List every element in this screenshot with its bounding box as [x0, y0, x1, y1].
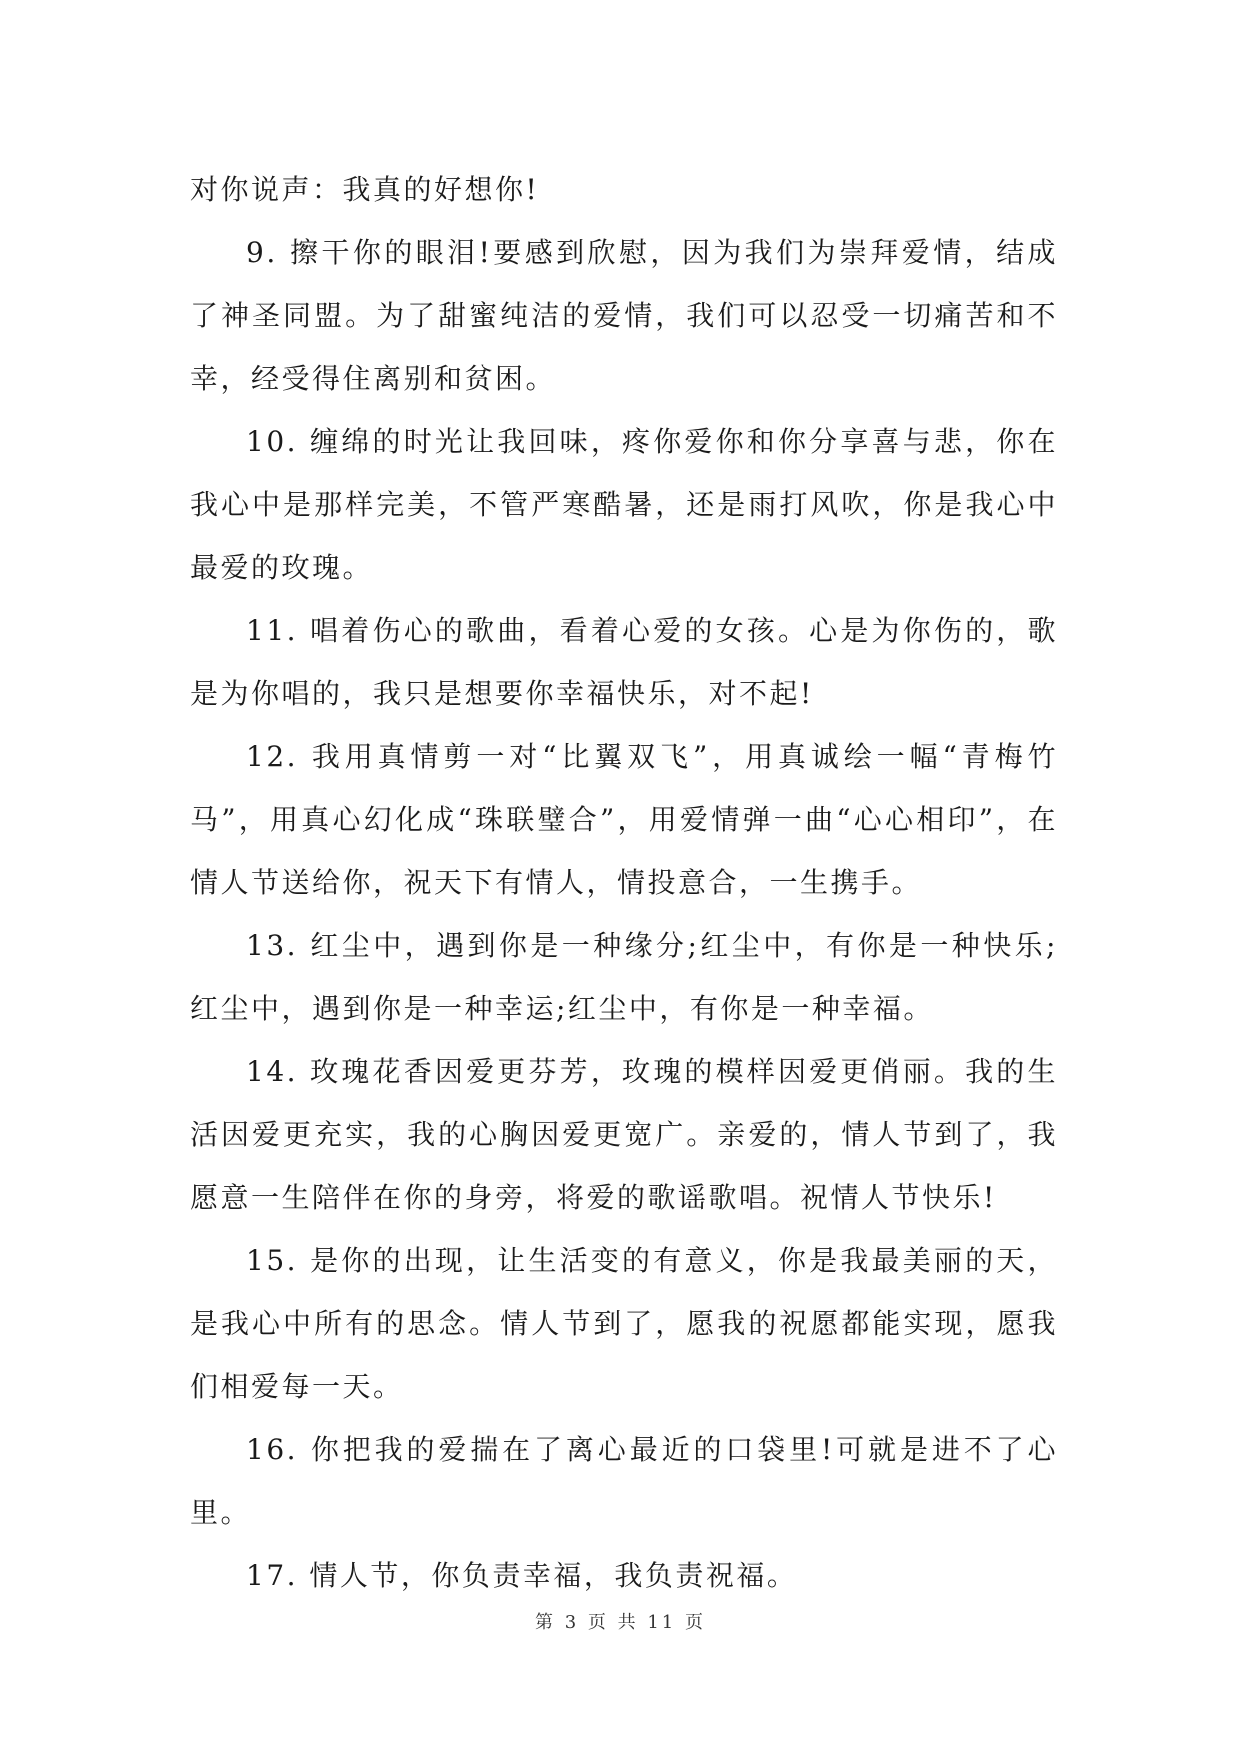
paragraph-item-10: 10. 缠绵的时光让我回味，疼你爱你和你分享喜与悲，你在我心中是那样完美，不管严寒酷暑，还是雨打风吹，你是我心中最爱的玫瑰。	[190, 425, 1058, 584]
page-footer	[0, 1608, 1241, 1634]
paragraph-item-12: 12. 我用真情剪一对“比翼双飞”，用真诚绘一幅“青梅竹马”，用真心幻化成“珠联璧合”，用爱情弹一曲“心心相印”，在情人节送给你，祝天下有情人，情投意合，一生携手。	[190, 740, 1058, 899]
paragraph-item-17: 17. 情人节，你负责幸福，我负责祝福。	[246, 1559, 798, 1592]
paragraph-item-14: 14. 玫瑰花香因爱更芬芳，玫瑰的模样因爱更俏丽。我的生活因爱更充实，我的心胸因爱更宽广。亲爱的，情人节到了，我愿意一生陪伴在你的身旁，将爱的歌谣歌唱。祝情人节快乐!	[190, 1055, 1058, 1214]
paragraph-item-9: 9. 擦干你的眼泪!要感到欣慰，因为我们为崇拜爱情，结成了神圣同盟。为了甜蜜纯洁的爱情，我们可以忍受一切痛苦和不幸，经受得住离别和贫困。	[190, 236, 1058, 395]
page-number-label: 第 3 页 共 11 页	[535, 1612, 706, 1633]
paragraph-item-15: 15. 是你的出现，让生活变的有意义，你是我最美丽的天，是我心中所有的思念。情人节到了，愿我的祝愿都能实现，愿我们相爱每一天。	[190, 1244, 1058, 1403]
document-body	[190, 158, 1058, 1607]
paragraph-continuation: 对你说声：我真的好想你!	[190, 173, 540, 206]
paragraph-item-16: 16. 你把我的爱揣在了离心最近的口袋里!可就是进不了心里。	[190, 1433, 1058, 1529]
paragraph-item-13: 13. 红尘中，遇到你是一种缘分;红尘中，有你是一种快乐;红尘中，遇到你是一种幸运;红尘中，有你是一种幸福。	[190, 929, 1058, 1025]
paragraph-item-11: 11. 唱着伤心的歌曲，看着心爱的女孩。心是为你伤的，歌是为你唱的，我只是想要你幸福快乐，对不起!	[190, 614, 1058, 710]
